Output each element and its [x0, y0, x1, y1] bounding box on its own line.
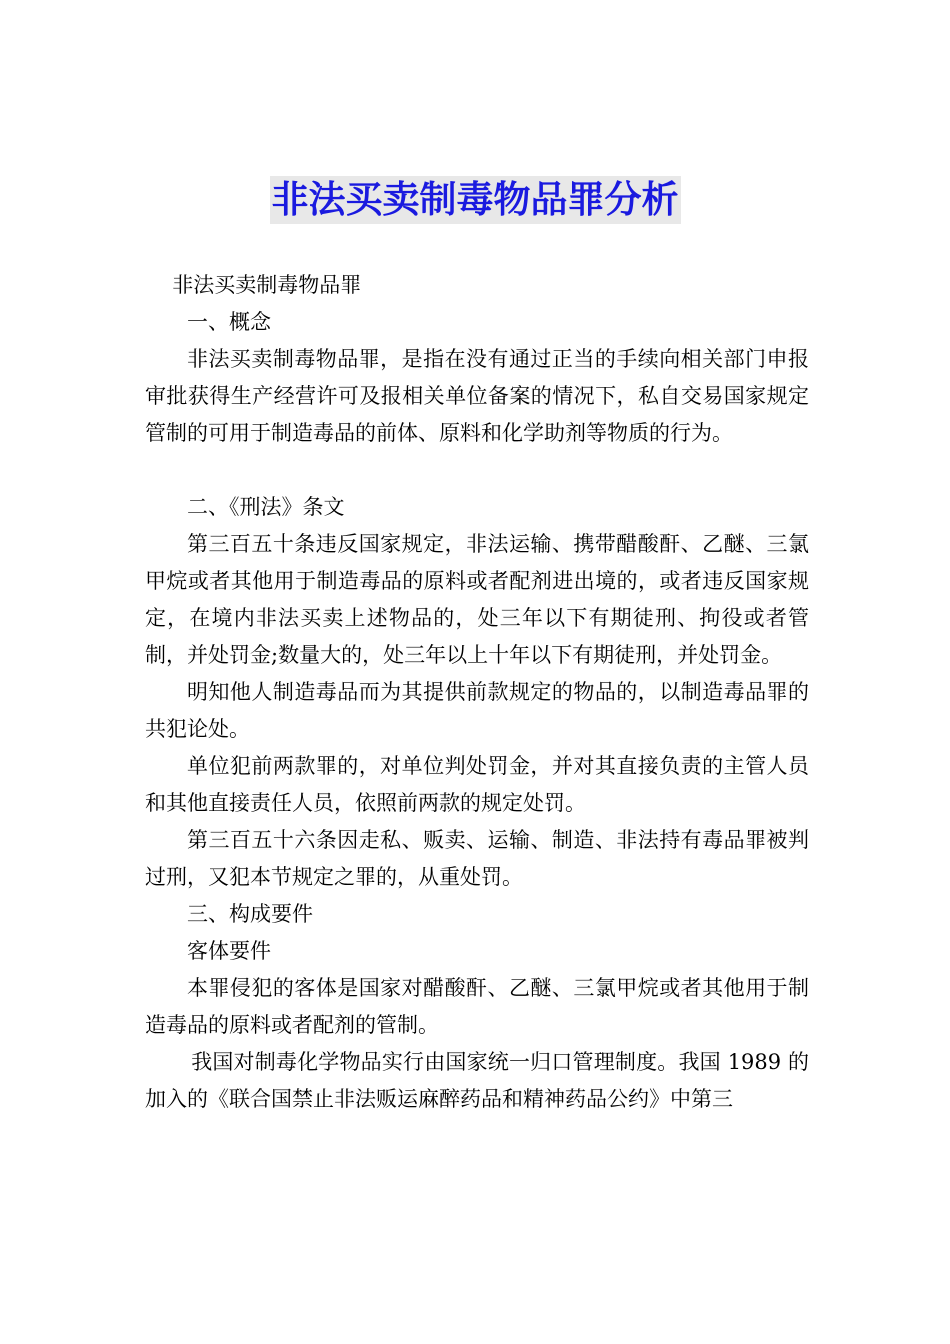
title-container	[0, 176, 950, 224]
section-heading: 一、概念	[187, 310, 271, 334]
document-body	[145, 267, 809, 1118]
subsection-heading: 客体要件	[187, 939, 271, 963]
section-heading: 二、《刑法》条文	[187, 495, 345, 519]
blank-line	[145, 452, 809, 489]
paragraph-heading: 非法买卖制毒物品罪	[172, 273, 362, 297]
paragraph: 明知他人制造毒品而为其提供前款规定的物品的，以制造毒品罪的共犯论处。	[145, 680, 809, 741]
document-title: 非法买卖制毒物品罪分析	[270, 176, 681, 224]
paragraph: 第三百五十六条因走私、贩卖、运输、制造、非法持有毒品罪被判过刑，又犯本节规定之罪的，从重处罚。	[145, 828, 809, 889]
paragraph: 单位犯前两款罪的，对单位判处罚金，并对其直接负责的主管人员和其他直接责任人员，依照前两款的规定处罚。	[145, 754, 809, 815]
section-heading: 三、构成要件	[187, 902, 313, 926]
paragraph: 第三百五十条违反国家规定，非法运输、携带醋酸酐、乙醚、三氯甲烷或者其他用于制造毒品的原料或者配剂进出境的，或者违反国家规定，在境内非法买卖上述物品的，处三年以下有期徒刑、拘役或者管制，并处罚金;数量大的，处三年以上十年以下有期徒刑，并处罚金。	[145, 532, 809, 667]
paragraph: 我国对制毒化学物品实行由国家统一归口管理制度。我国 1989 的加入的《联合国禁止非法贩运麻醉药品和精神药品公约》中第三	[145, 1050, 809, 1111]
paragraph: 非法买卖制毒物品罪，是指在没有通过正当的手续向相关部门申报审批获得生产经营许可及报相关单位备案的情况下，私自交易国家规定管制的可用于制造毒品的前体、原料和化学助剂等物质的行为。	[145, 347, 809, 445]
paragraph: 本罪侵犯的客体是国家对醋酸酐、乙醚、三氯甲烷或者其他用于制造毒品的原料或者配剂的管制。	[145, 976, 809, 1037]
